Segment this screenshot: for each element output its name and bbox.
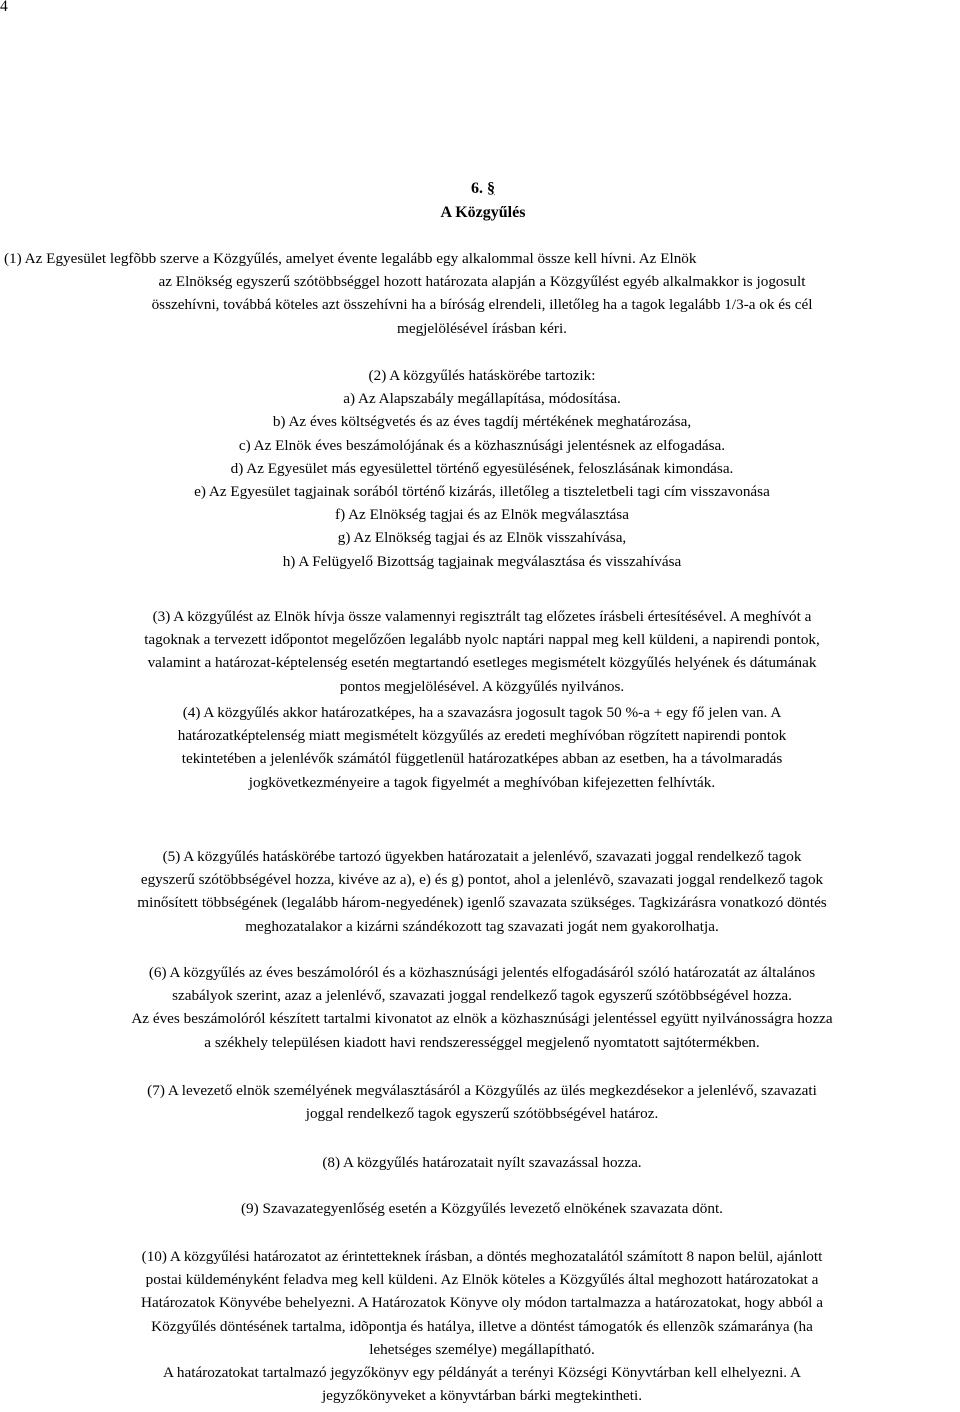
- paragraph-line: Az éves beszámolóról készített tartalmi kivonatot az elnök a közhasznúsági jelentéssel együtt nyilvánosságra hozza: [131, 1010, 833, 1028]
- paragraph-line: szabályok szerint, azaz a jelenlévő, szavazati joggal rendelkező tagok egyszerű szótöbbségével hozza.: [172, 987, 792, 1005]
- list-item-a: a) Az Alapszabály megállapítása, módosítása.: [343, 390, 621, 408]
- list-item-h: h) A Felügyelő Bizottság tagjainak megválasztása és visszahívása: [282, 552, 682, 570]
- paragraph-line: (8) A közgyűlés határozatait nyílt szavazással hozza.: [322, 1154, 642, 1171]
- paragraph-line: minősített többségének (legalább három-negyedének) igenlő szavazata szükséges. Tagkizárásra vonatkozó döntés: [137, 894, 827, 912]
- paragraph-line: joggal rendelkező tagok egyszerű szótöbbségével határoz.: [305, 1105, 659, 1123]
- section-number-text: 6.: [471, 180, 483, 197]
- page-number: 4: [0, 0, 8, 15]
- list-item-f: f) Az Elnökség tagjai és az Elnök megválasztása: [335, 506, 629, 524]
- list-item-c: c) Az Elnök éves beszámolójának és a közhasznúsági jelentésnek az elfogadása.: [238, 436, 726, 454]
- paragraph-6: [4, 961, 960, 1054]
- paragraph-line: a székhely településen kiadott havi rendszerességgel megjelenő nyomtatott sajtótermékben.: [204, 1033, 760, 1051]
- paragraph-line: pontos megjelölésével. A közgyűlés nyilvános.: [339, 677, 625, 695]
- paragraph-line: A határozatokat tartalmazó jegyzőkönyv egy példányát a terényi Községi Könyvtárban kell elhelyezni. A: [162, 1364, 802, 1382]
- paragraph-line: összehívni, továbbá köteles azt összehívni ha a bíróság elrendeli, illetőleg ha a tagok legalább 1/3-a ok és cél: [151, 296, 813, 314]
- paragraph-8: [4, 1151, 960, 1174]
- section-number: [0, 177, 960, 201]
- paragraph-line: (1) Az Egyesület legfõbb szerve a Közgyűlés, amelyet évente legalább egy alkalommal össze kell hívni. Az Elnök: [4, 250, 697, 267]
- paragraph-line: meghozatalakor a kizárni szándékozott tag szavazati jogát nem gyakorolhatja.: [245, 917, 719, 935]
- paragraph-line: Határozatok Könyvébe behelyezni. A Határozatok Könyve oly módon tartalmazza a határozatokat, hogy abból a: [141, 1294, 823, 1312]
- paragraph-line: Közgyűlés döntésének tartalma, idõpontja és hatálya, illetve a döntést támogatók és ellenzõk számaránya (ha: [151, 1317, 813, 1335]
- paragraph-line: (2) A közgyűlés hatáskörébe tartozik:: [368, 367, 596, 384]
- paragraph-line: jogkövetkezményeire a tagok figyelmét a meghívóban kifejezetten felhívták.: [248, 773, 716, 791]
- paragraph-3: [4, 605, 960, 698]
- paragraph-5: [4, 845, 960, 938]
- paragraph-9: [4, 1197, 960, 1220]
- paragraph-2: [4, 364, 960, 573]
- paragraph-line: (6) A közgyűlés az éves beszámolóról és a közhasznúsági jelentés elfogadásáról szóló határozatát az általános: [148, 964, 816, 981]
- list-item-d: d) Az Egyesület más egyesülettel történő egyesülésének, feloszlásának kimondása.: [230, 459, 734, 477]
- list-item-b: b) Az éves költségvetés és az éves tagdíj mértékének meghatározása,: [272, 413, 692, 431]
- paragraph-line: (7) A levezető elnök személyének megválasztásáról a Közgyűlés az ülés megkezdésekor a jelenlévő, szavazati: [147, 1082, 817, 1099]
- paragraph-7: [4, 1079, 960, 1125]
- section-title: A Közgyűlés: [440, 204, 526, 221]
- paragraph-10: [4, 1245, 960, 1407]
- paragraph-line: egyszerű szótöbbségével hozza, kivéve az a), e) és g) pontot, ahol a jelenlévõ, szavazati joggal rendelkező tagok: [140, 871, 824, 889]
- paragraph-line: postai küldeményként feladva meg kell küldeni. Az Elnök köteles a Közgyűlés által meghozott határozatokat a: [145, 1271, 819, 1289]
- paragraph-line: (9) Szavazategyenlőség esetén a Közgyűlés levezető elnökének szavazata dönt.: [241, 1200, 723, 1217]
- paragraph-line: tagoknak a tervezett időpontot megelőzően legalább nyolc naptári nappal meg kell küldeni, a napirendi pontok,: [144, 631, 820, 649]
- paragraph-1: [4, 247, 960, 340]
- list-item-e: e) Az Egyesület tagjainak sorából történő kizárás, illetőleg a tiszteletbeli tagi cím visszavonása: [194, 483, 770, 501]
- paragraph-line: (4) A közgyűlés akkor határozatképes, ha a szavazásra jogosult tagok 50 %-a + egy fő jelen van. A: [182, 704, 782, 721]
- paragraph-line: valamint a határozat-képtelenség esetén megtartandó esetleges megismételt közgyűlés helyének és dátumának: [147, 654, 817, 672]
- paragraph-line: (3) A közgyűlést az Elnök hívja össze valamennyi regisztrált tag előzetes írásbeli értesítésével. A meghívót a: [152, 608, 812, 625]
- paragraph-line: tekintetében a jelenlévők számától függetlenül határozatképes abban az esetben, ha a távolmaradás: [181, 750, 783, 768]
- paragraph-line: megjelölésével írásban kéri.: [397, 319, 567, 337]
- section-symbol: §: [487, 180, 495, 197]
- paragraph-4: [4, 701, 960, 794]
- paragraph-line: az Elnökség egyszerű szótöbbséggel hozott határozata alapján a Közgyűlést egyéb alkalmakkor is jogosult: [158, 273, 806, 291]
- list-item-g: g) Az Elnökség tagjai és az Elnök visszahívása,: [337, 529, 627, 547]
- paragraph-line: határozatképtelenség miatt megismételt közgyűlés az eredeti meghívóban rögzített napirendi pontok: [177, 727, 787, 745]
- paragraph-line: jegyzőkönyveket a könyvtárban bárki megtekintheti.: [321, 1387, 643, 1405]
- paragraph-line: lehetséges személye) megállapítható.: [369, 1340, 595, 1358]
- paragraph-line: (5) A közgyűlés hatáskörébe tartozó ügyekben határozatait a jelenlévő, szavazati joggal rendelkező tagok: [162, 848, 802, 865]
- paragraph-line: (10) A közgyűlési határozatot az érintetteknek írásban, a döntés meghozatalától számított 8 napon belül, ajánlott: [141, 1248, 823, 1265]
